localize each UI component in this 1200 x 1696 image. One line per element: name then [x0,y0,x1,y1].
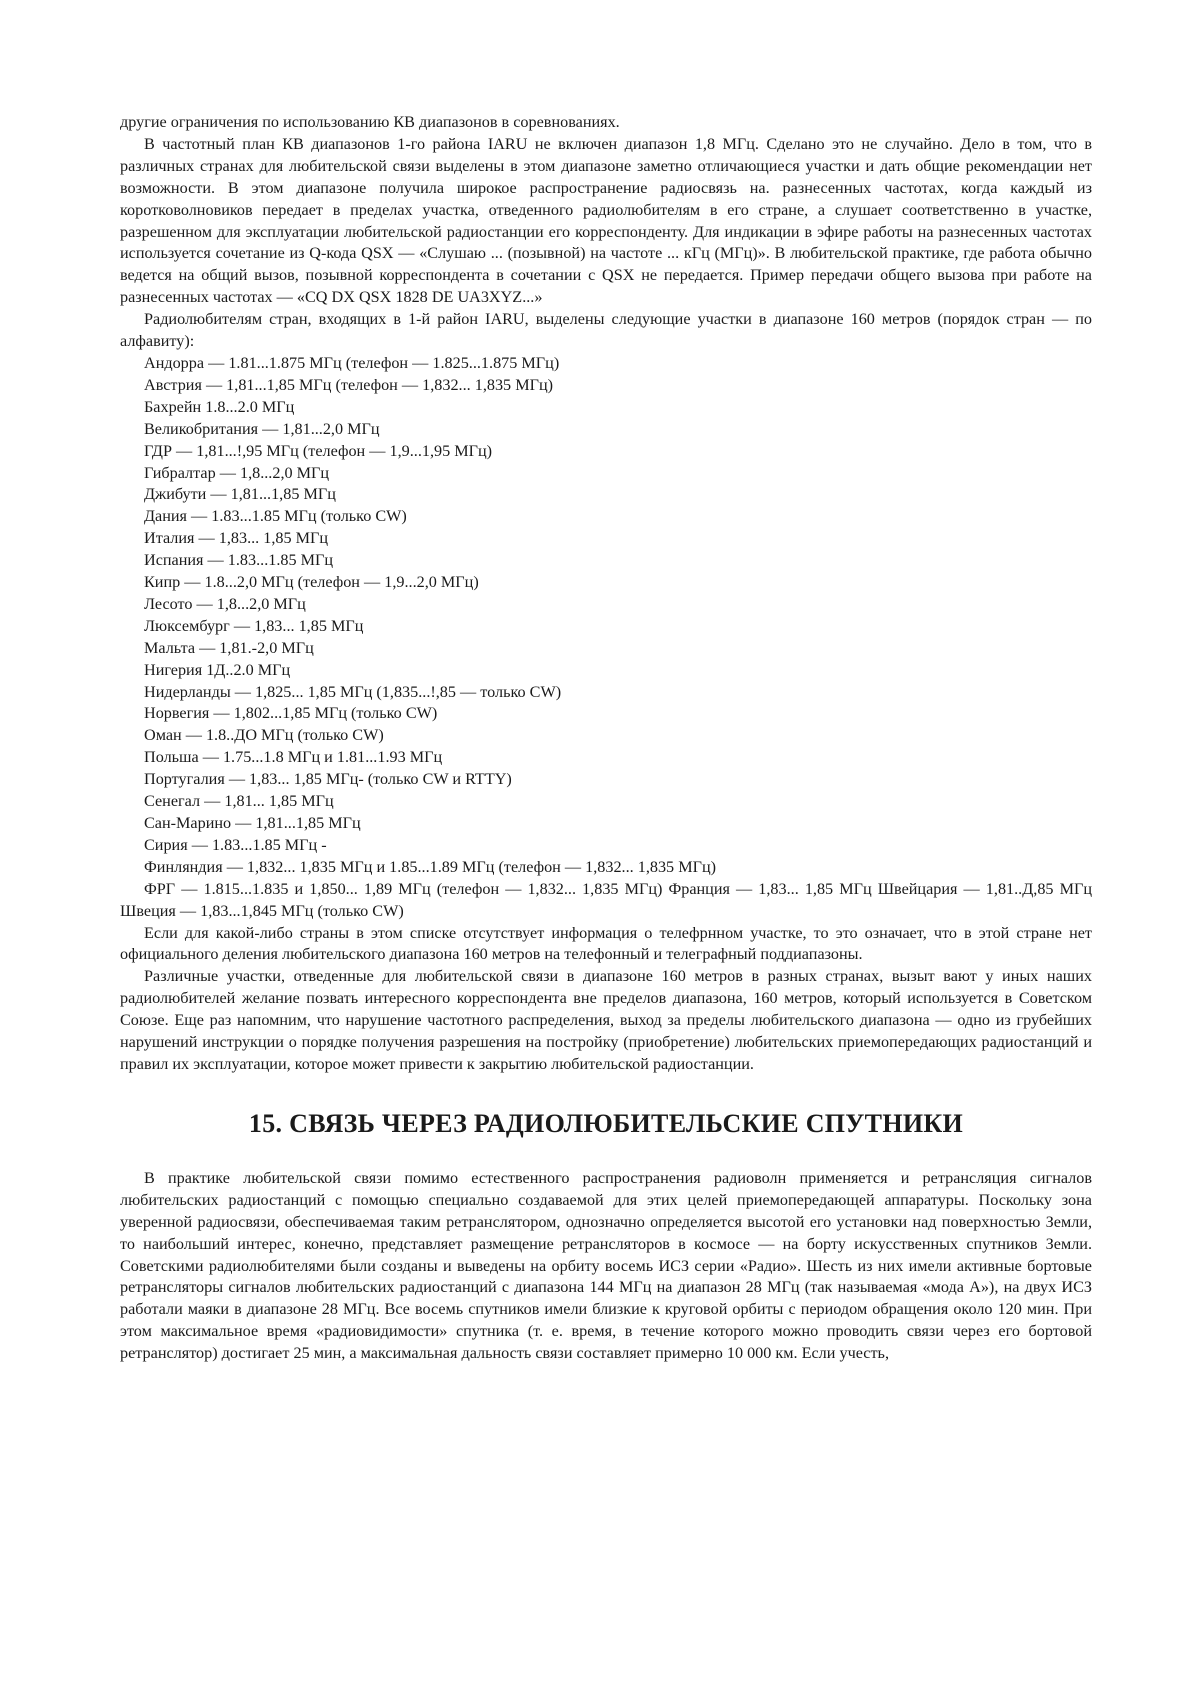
list-item: Норвегия — 1,802...1,85 МГц (только CW) [144,704,438,723]
list-item: Сан-Марино — 1,81...1,85 МГц [144,814,361,832]
list-item: ГДР — 1,81...!,95 МГц (телефон — 1,9...1,95 МГц) [144,441,493,460]
list-tail: ФРГ — 1.815...1.835 и 1,850... 1,89 МГц (телефон — 1,832... 1,835 МГц) Франция — 1,83... 1,85 МГц Швейцария — 1,81..Д,85 МГц Швеция — 1,83...1,845 МГц (только CW) [120,879,1092,920]
section-heading: 15. СВЯЗЬ ЧЕРЕЗ РАДИОЛЮБИТЕЛЬСКИЕ СПУТНИКИ [248,1108,964,1138]
paragraph-list-intro: Радиолюбителям стран, входящих в 1-й район IARU, выделены следующие участки в диапазоне 160 метров (порядок стран — по алфавиту): [120,310,1092,351]
list-item: Джибути — 1,81...1,85 МГц [144,485,336,504]
list-item: Люксембург — 1,83... 1,85 МГц [144,616,364,635]
list-item: Финляндия — 1,832... 1,835 МГц и 1.85...1.89 МГц (телефон — 1,832... 1,835 МГц) [144,857,717,876]
list-item: Австрия — 1,81...1,85 МГц (телефон — 1,832... 1,835 МГц) [144,375,554,394]
list-item: Сенегал — 1,81... 1,85 МГц [144,792,334,811]
document-page [120,112,1092,1365]
list-item: Италия — 1,83... 1,85 МГц [144,529,329,548]
list-item: Польша — 1.75...1.8 МГц и 1.81...1.93 МГц [144,748,443,767]
list-item: Испания — 1.83...1.85 МГц [144,551,334,570]
list-item: Нидерланды — 1,825... 1,85 МГц (1,835...!,85 — только CW) [144,682,562,701]
paragraph-phone-note: Если для какой-либо страны в этом списке отсутствует информация о телефрнном участке, то это означает, что в этой стране нет официального деления любительского диапазона 160 метров на телефонный и телеграфный поддиапазоны. [120,923,1092,964]
list-item: Дания — 1.83...1.85 МГц (только CW) [144,507,407,526]
paragraph-continuation: другие ограничения по использованию КВ диапазонов в соревнованиях. [120,113,620,131]
list-item: Бахрейн 1.8...2.0 МГц [144,397,295,416]
list-item: Португалия — 1,83... 1,85 МГц- (только CW и RTTY) [144,770,512,789]
list-item: Андорра — 1.81...1.875 МГц (телефон — 1.825...1.875 МГц) [144,353,560,372]
list-item: Великобритания — 1,81...2,0 МГц [144,419,380,438]
list-item: Лесото — 1,8...2,0 МГц [144,594,306,613]
list-item: Оман — 1.8..ДО МГц (только CW) [144,726,384,745]
country-frequency-list [120,353,1092,879]
paragraph-satellites: В практике любительской связи помимо естественного распространения радиоволн применяется и ретрансляция сигналов любительских радиостанций с помощью специально создаваемой для этих целей приемопередающей аппаратуры. Поскольку зона уверенной радиосвязи, обеспечиваемая таким ретранслятором, однозначно определяется высотой его установки над поверхностью Земли, то наибольший интерес, конечно, представляет размещение ретрансляторов в космосе — на борту искусственных спутников Земли. Советскими радиолюбителями были созданы и выведены на орбиту восемь ИСЗ серии «Радио». Шесть из них имели активные бортовые ретрансляторы сигналов любительских радиостанций с диапазона 144 МГц на диапазон 28 МГц (так называемая «мода А»), на двух ИСЗ работали маяки в диапазоне 28 МГц. Все восемь спутников имели близкие к круговой орбиты с периодом обращения около 120 мин. При этом максимальное время «радиовидимости» спутника (т. е. время, в течение которого можно проводить связи через его бортовой ретранслятор) достигает 25 мин, а максимальная дальность связи составляет примерно 10 000 км. Если учесть, [120,1168,1092,1363]
list-item: Кипр — 1.8...2,0 МГц (телефон — 1,9...2,0 МГц) [144,573,479,592]
list-item: Мальта — 1,81.-2,0 МГц [144,638,314,657]
list-item: Сирия — 1.83...1.85 МГц - [144,835,327,854]
paragraph-frequency-plan: В частотный план КВ диапазонов 1-го района IARU не включен диапазон 1,8 МГц. Сделано это не случайно. Дело в том, что в различных странах для любительской связи выделены в этом диапазоне заметно отличающиеся участки и дать общие рекомендации нет возможности. В этом диапазоне получила широкое распространение радиосвязь на. разнесенных частотах, когда каждый из коротковолновиков передает в пределах участка, отведенного радиолюбителям в его стране, а слушает соответственно в участке, разрешенном для эксплуатации любительской радиостанции его корреспонденту. Для индикации в эфире работы на разнесенных частотах используется сочетание из Q-кода QSX — «Слушаю ... (позывной) на частоте ... кГц (МГц)». В любительской практике, где работа обычно ведется на общий вызов, позывной корреспондента в сочетании с QSX не передается. Пример передачи общего вызова при работе на разнесенных частотах — «CQ DX QSX 1828 DE UA3XYZ...» [120,134,1092,307]
list-item: Нигерия 1Д..2.0 МГц [144,660,291,679]
list-item: Гибралтар — 1,8...2,0 МГц [144,463,330,482]
paragraph-violation-note: Различные участки, отведенные для любительской связи в диапазоне 160 метров в разных странах, вызыт вают у иных наших радиолюбителей желание позвать интересного корреспондента вне пределов диапазона, 160 метров, который используется в Советском Союзе. Еще раз напомним, что нарушение частотного распределения, выход за пределы любительского диапазона — одно из грубейших нарушений инструкции о порядке получения разрешения на постройку (приобретение) любительских приемопередающих радиостанций и правил их эксплуатации, которое может привести к закрытию любительской радиостанции. [120,967,1092,1073]
